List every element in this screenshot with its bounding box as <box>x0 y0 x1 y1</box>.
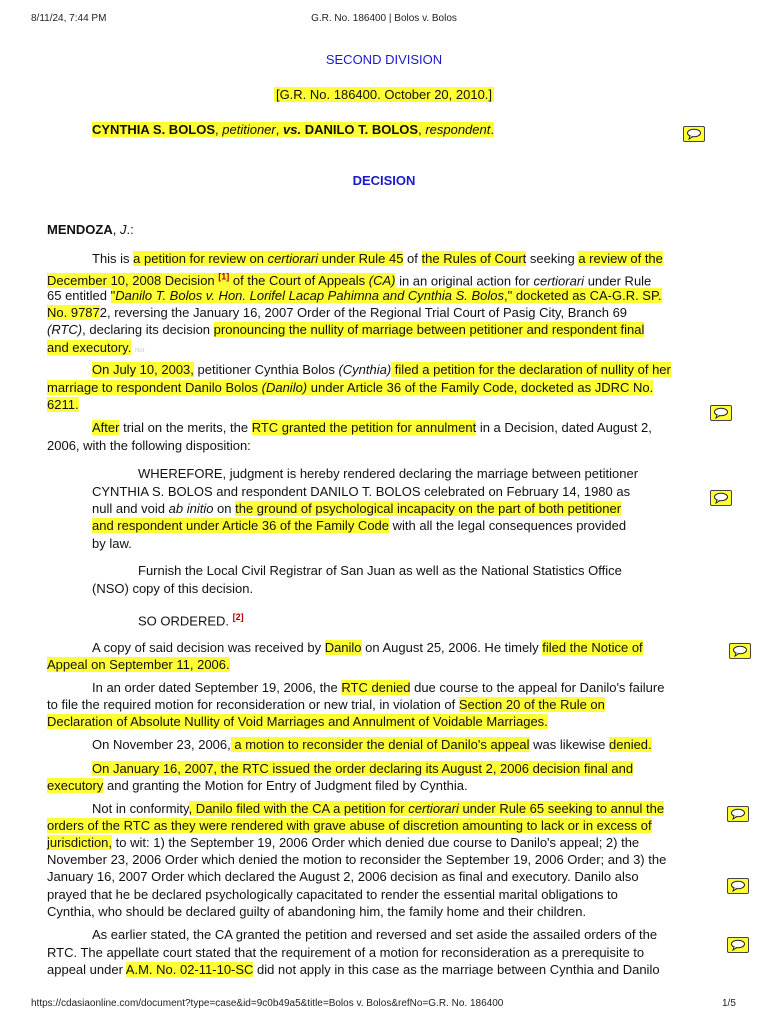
p1-line2: December 10, 2008 Decision [1] of the Court of Appeals (CA) in an original action for certiorari under Rule <box>47 272 652 289</box>
p3-line1: After trial on the merits, the RTC granted the petition for annulment in a Decision, dated August 2, <box>92 420 652 435</box>
ponente-name: MENDOZA <box>47 222 113 237</box>
p2-line1: On July 10, 2003, petitioner Cynthia Bolos (Cynthia) filed a petition for the declaration of nullity of her <box>92 362 671 377</box>
decision-heading: DECISION <box>352 173 416 188</box>
footnote-1-link[interactable]: [1] <box>218 272 230 282</box>
q1-line5: by law. <box>92 536 132 551</box>
footnote-2-link[interactable]: [2] <box>232 612 244 622</box>
p8-line3: jurisdiction, to wit: 1) the September 19, 2006 Order which denied due course to Danilo's appeal; 2) the <box>47 835 640 850</box>
ponente: MENDOZA, J.: <box>47 222 134 237</box>
comment-bubble-icon[interactable] <box>710 405 732 421</box>
p1-line5: (RTC), declaring its decision pronouncing the nullity of marriage between petitioner and respondent final <box>47 322 645 337</box>
q2-line1: Furnish the Local Civil Registrar of San Juan as well as the National Statistics Office <box>138 563 622 578</box>
comment-bubble-icon[interactable] <box>683 126 705 142</box>
division-heading: SECOND DIVISION <box>325 52 443 67</box>
p1-line6: and executory. Not <box>47 340 145 355</box>
p2-line2: marriage to respondent Danilo Bolos (Danilo) under Article 36 of the Family Code, docketed as JDRC No. <box>47 380 654 395</box>
p4-line1: A copy of said decision was received by Danilo on August 25, 2006. He timely filed the Notice of <box>92 640 643 655</box>
parties-line: CYNTHIA S. BOLOS, petitioner, vs. DANILO T. BOLOS, respondent. <box>92 122 494 137</box>
note-marker[interactable]: Not <box>134 348 145 354</box>
p5-line3: Declaration of Absolute Nullity of Void Marriages and Annulment of Voidable Marriages. <box>47 714 548 729</box>
p5-line1: In an order dated September 19, 2006, the RTC denied due course to the appeal for Danilo's failure <box>92 680 665 695</box>
q3-line1: SO ORDERED. [2] <box>138 612 244 629</box>
comment-bubble-icon[interactable] <box>710 490 732 506</box>
p8-line5: January 16, 2007 Order which declared the August 2, 2006 decision as final and executory. Danilo also <box>47 869 639 884</box>
ponente-suffix: J <box>119 222 127 237</box>
q1-line1: WHEREFORE, judgment is hereby rendered declaring the marriage between petitioner <box>138 466 639 481</box>
respondent-name: DANILO T. BOLOS <box>304 122 419 137</box>
q1-line4: and respondent under Article 36 of the Family Code with all the legal consequences provided <box>92 518 627 533</box>
p9-line2: RTC. The appellate court stated that the requirement of a motion for reconsideration as a prerequisite to <box>47 945 645 960</box>
comment-bubble-icon[interactable] <box>727 937 749 953</box>
print-datetime: 8/11/24, 7:44 PM <box>31 13 107 24</box>
q1-line2: CYNTHIA S. BOLOS and respondent DANILO T. BOLOS celebrated on February 14, 1980 as <box>92 484 631 499</box>
p9-line3: appeal under A.M. No. 02-11-10-SC did not apply in this case as the marriage between Cynthia and Danilo <box>47 962 660 977</box>
respondent-role: respondent <box>425 122 491 137</box>
print-page-number: 1/5 <box>722 998 736 1009</box>
case-number-text: [G.R. No. 186400. October 20, 2010.] <box>275 87 493 102</box>
q2-line2: (NSO) copy of this decision. <box>92 581 254 596</box>
p7-line2: executory and granting the Motion for Entry of Judgment filed by Cynthia. <box>47 778 468 793</box>
p1-line1: This is a petition for review on certiorari under Rule 45 of the Rules of Court seeking a review of the <box>92 251 663 266</box>
p6-line1: On November 23, 2006, a motion to reconsider the denial of Danilo's appeal was likewise denied. <box>92 737 652 752</box>
p8-line1: Not in conformity, Danilo filed with the CA a petition for certiorari under Rule 65 seeking to annul the <box>92 801 665 816</box>
comment-bubble-icon[interactable] <box>729 643 751 659</box>
p3-line2: 2006, with the following disposition: <box>47 438 251 453</box>
p1-line3: 65 entitled "Danilo T. Bolos v. Hon. Lorifel Lacap Pahimna and Cynthia S. Bolos," docketed as CA-G.R. SP. <box>47 288 662 303</box>
petitioner-name: CYNTHIA S. BOLOS <box>92 122 216 137</box>
p1-line4: No. 97872, reversing the January 16, 2007 Order of the Regional Trial Court of Pasig City, Branch 69 <box>47 305 628 320</box>
comment-bubble-icon[interactable] <box>727 878 749 894</box>
p2-line3: 6211. <box>47 397 79 412</box>
case-number <box>0 87 768 102</box>
p8-line7: Cynthia, who should be declared guilty of abandoning him, the family home and their children. <box>47 904 587 919</box>
p8-line6: prayed that he be declared psychologically capacitated to render the essential marital obligations to <box>47 887 618 902</box>
p4-line2: Appeal on September 11, 2006. <box>47 657 230 672</box>
p8-line4: November 23, 2006 Order which denied the motion to reconsider the September 19, 2006 Order; and 3) the <box>47 852 667 867</box>
p7-line1: On January 16, 2007, the RTC issued the order declaring its August 2, 2006 decision final and <box>92 761 634 776</box>
versus: vs. <box>282 122 302 137</box>
print-page-title: G.R. No. 186400 | Bolos v. Bolos <box>311 13 457 24</box>
print-url: https://cdasiaonline.com/document?type=case&id=9c0b49a5&title=Bolos v. Bolos&refNo=G.R. No. 186400 <box>31 998 504 1009</box>
petitioner-role: petitioner <box>222 122 276 137</box>
p9-line1: As earlier stated, the CA granted the petition and reversed and set aside the assailed orders of the <box>92 927 658 942</box>
p8-line2: orders of the RTC as they were rendered with grave abuse of discretion amounting to lack or in excess of <box>47 818 652 833</box>
q1-line3: null and void ab initio on the ground of psychological incapacity on the part of both petitioner <box>92 501 622 516</box>
comment-bubble-icon[interactable] <box>727 806 749 822</box>
p5-line2: to file the required motion for reconsideration or new trial, in violation of Section 20 of the Rule on <box>47 697 605 712</box>
